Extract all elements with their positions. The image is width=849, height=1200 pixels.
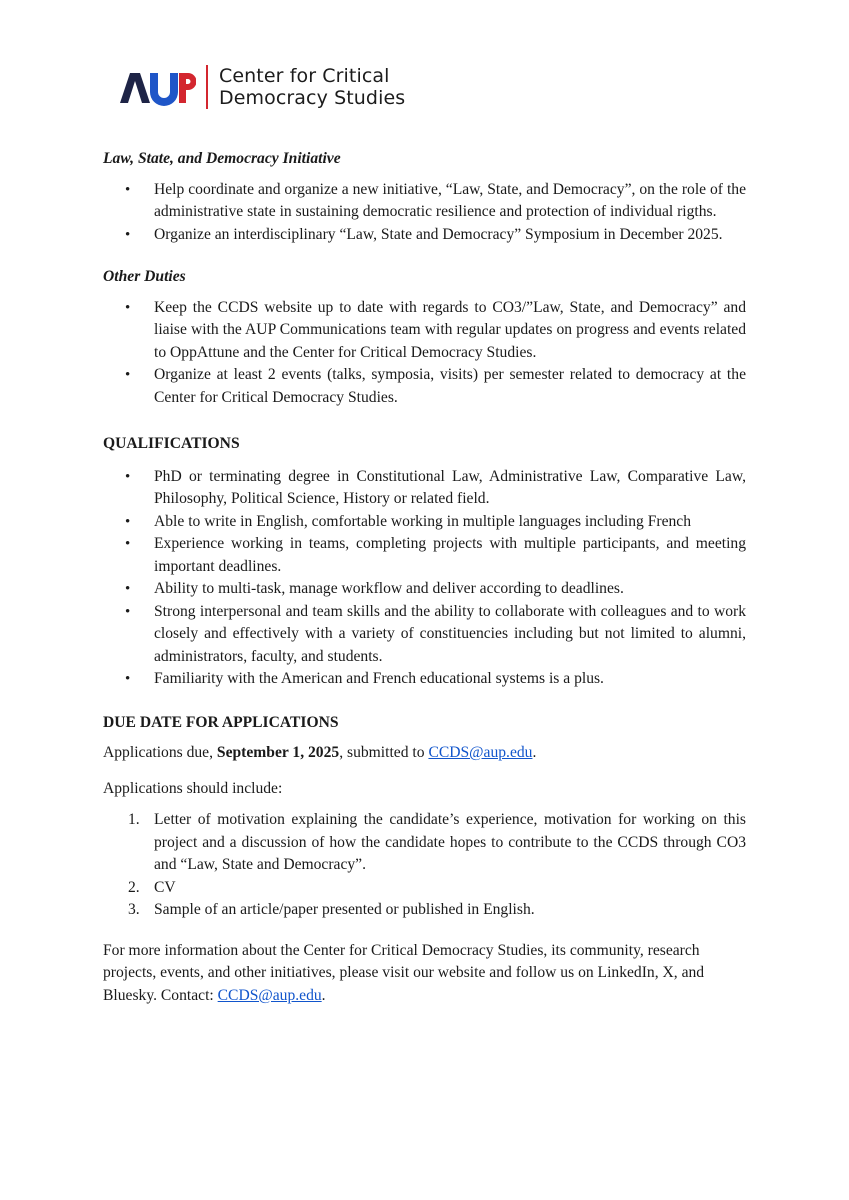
letterhead-divider	[206, 65, 208, 109]
bullet-icon: •	[125, 671, 131, 687]
letterhead	[120, 64, 405, 110]
application-items-list	[103, 809, 746, 922]
due-date-line: Applications due, September 1, 2025, submitted to CCDS@aup.edu.	[103, 744, 537, 761]
bullet-icon: •	[125, 367, 131, 383]
bullet-icon: •	[125, 226, 131, 243]
bullet-icon: •	[125, 581, 131, 597]
document-body	[103, 148, 746, 1007]
include-intro: Applications should include:	[103, 779, 283, 797]
due-date-value: September 1, 2025	[216, 744, 340, 761]
list-item: • Organize at least 2 events (talks, symposia, visits) per semester related to democracy at the Center for Critical Democracy Studies.	[125, 366, 746, 406]
list-item: • Strong interpersonal and team skills and the ability to collaborate with colleagues and to work closely and effectively with a variety of constituencies including but not limited to alumni, administrators, faculty, and students.	[125, 602, 746, 665]
qualifications-list	[103, 466, 746, 691]
list-item: • Keep the CCDS website up to date with regards to CO3/”Law, State, and Democracy” and liaise with the AUP Communications team with regular updates on progress and events related to OppAttune and the Center for Critical Democracy Studies.	[125, 298, 746, 361]
list-item: • Familiarity with the American and French educational systems is a plus.	[103, 668, 746, 691]
center-name-line2: Democracy Studies	[219, 87, 406, 109]
footer-email-link[interactable]: CCDS@aup.edu	[217, 986, 322, 1004]
list-item: • Ability to multi-task, manage workflow and deliver according to deadlines.	[103, 578, 746, 601]
list-item: • PhD or terminating degree in Constitutional Law, Administrative Law, Comparative Law, Philosophy, Political Science, History or related field.	[125, 467, 746, 507]
bullet-icon: •	[125, 536, 131, 552]
aup-logo	[120, 67, 196, 107]
bullet-icon: •	[125, 181, 131, 198]
footer-paragraph: For more information about the Center for Critical Democracy Studies, its community, research projects, events, and other initiatives, please visit our website and follow us on LinkedIn, X, and Bluesky. Contact: CCDS@aup.edu.	[103, 941, 705, 1004]
law-state-list	[103, 179, 746, 247]
qualifications-heading: QUALIFICATIONS	[103, 435, 240, 452]
list-item: • Organize an interdisciplinary “Law, State and Democracy” Symposium in December 2025.	[103, 224, 746, 247]
bullet-icon: •	[125, 603, 131, 620]
due-date-heading: DUE DATE FOR APPLICATIONS	[103, 713, 339, 731]
list-item: 1. Letter of motivation explaining the candidate’s experience, motivation for working on this project and a discussion of how the candidate hopes to contribute to the CCDS through CO3 and “Law, State and Democracy”.	[128, 811, 746, 873]
other-duties-list	[103, 297, 746, 410]
other-duties-heading: Other Duties	[103, 268, 186, 285]
center-name-line1: Center for Critical	[219, 65, 390, 87]
list-item: 2. CV	[128, 878, 176, 896]
bullet-icon: •	[125, 299, 131, 316]
list-item: 3. Sample of an article/paper presented or published in English.	[128, 901, 535, 918]
bullet-icon: •	[125, 468, 131, 485]
law-state-heading: Law, State, and Democracy Initiative	[103, 150, 341, 167]
bullet-icon: •	[125, 513, 131, 530]
list-item: • Able to write in English, comfortable working in multiple languages including French	[103, 511, 746, 534]
center-name	[219, 65, 405, 109]
email-link[interactable]: CCDS@aup.edu	[428, 744, 533, 761]
list-item: • Help coordinate and organize a new initiative, “Law, State, and Democracy”, on the role of the administrative state in sustaining democratic resilience and protection of individual rigths.	[125, 180, 746, 220]
list-item: • Experience working in teams, completing projects with multiple participants, and meeting important deadlines.	[125, 535, 746, 575]
